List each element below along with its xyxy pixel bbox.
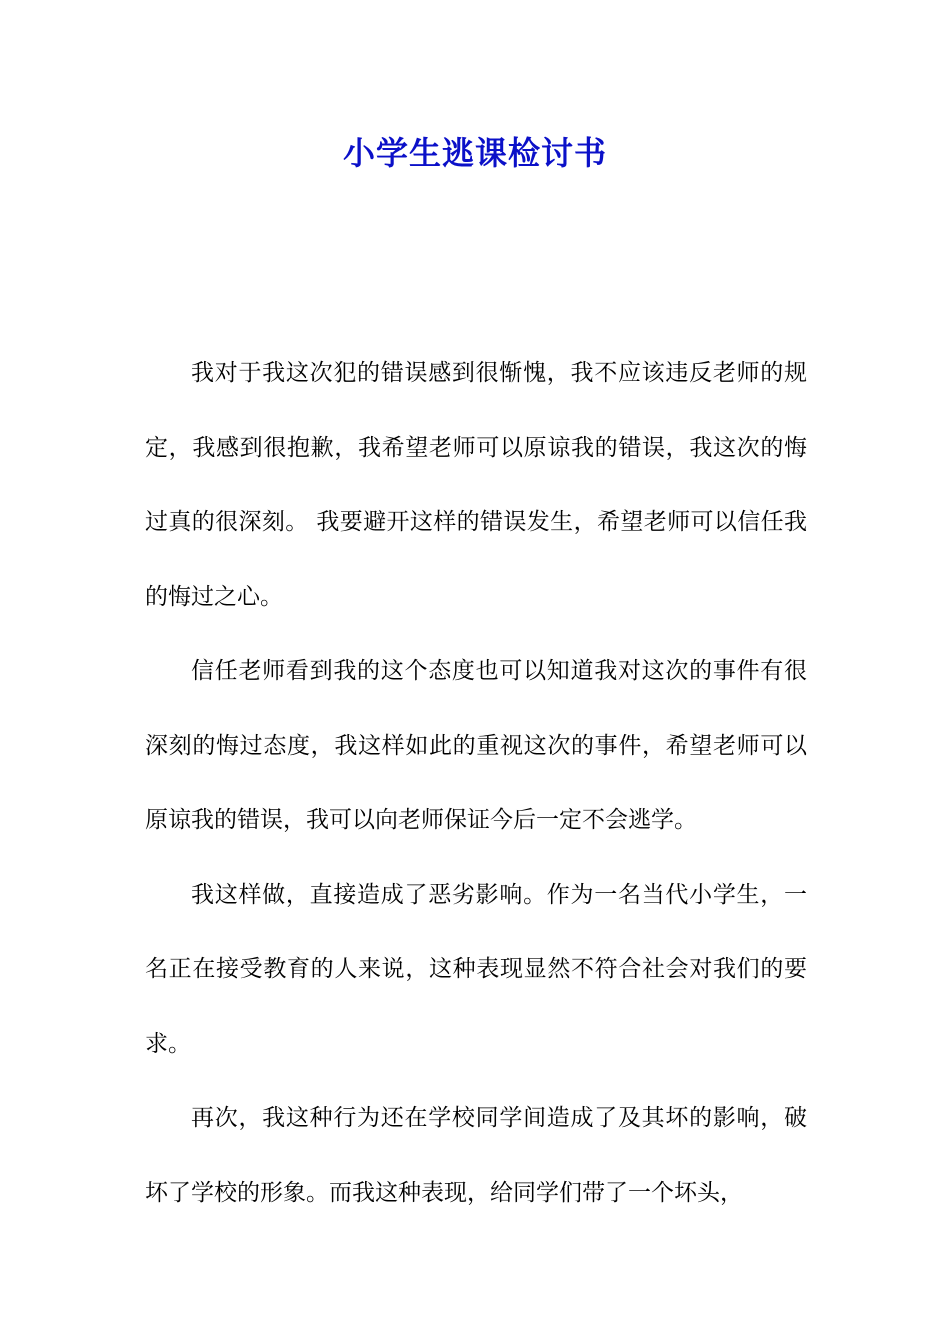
document-title: 小学生逃课检讨书 [342, 134, 607, 172]
paragraph-4: 再次，我这种行为还在学校同学间造成了及其坏的影响，破坏了学校的形象。而我这种表现，给同学们带了一个坏头， [145, 1105, 807, 1206]
paragraph-3: 我这样做，直接造成了恶劣影响。作为一名当代小学生，一名正在接受教育的人来说，这种表现显然不符合社会对我们的要求。 [145, 881, 807, 1057]
paragraph-2: 信任老师看到我的这个态度也可以知道我对这次的事件有很深刻的悔过态度，我这样如此的重视这次的事件，希望老师可以原谅我的错误，我可以向老师保证今后一定不会逃学。 [145, 658, 807, 833]
paragraph-1: 我对于我这次犯的错误感到很惭愧，我不应该违反老师的规定，我感到很抱歉，我希望老师可以原谅我的错误，我这次的悔过真的很深刻。 我要避开这样的错误发生，希望老师可以信任我的悔过之心。 [145, 360, 807, 610]
document-body [145, 336, 807, 1230]
